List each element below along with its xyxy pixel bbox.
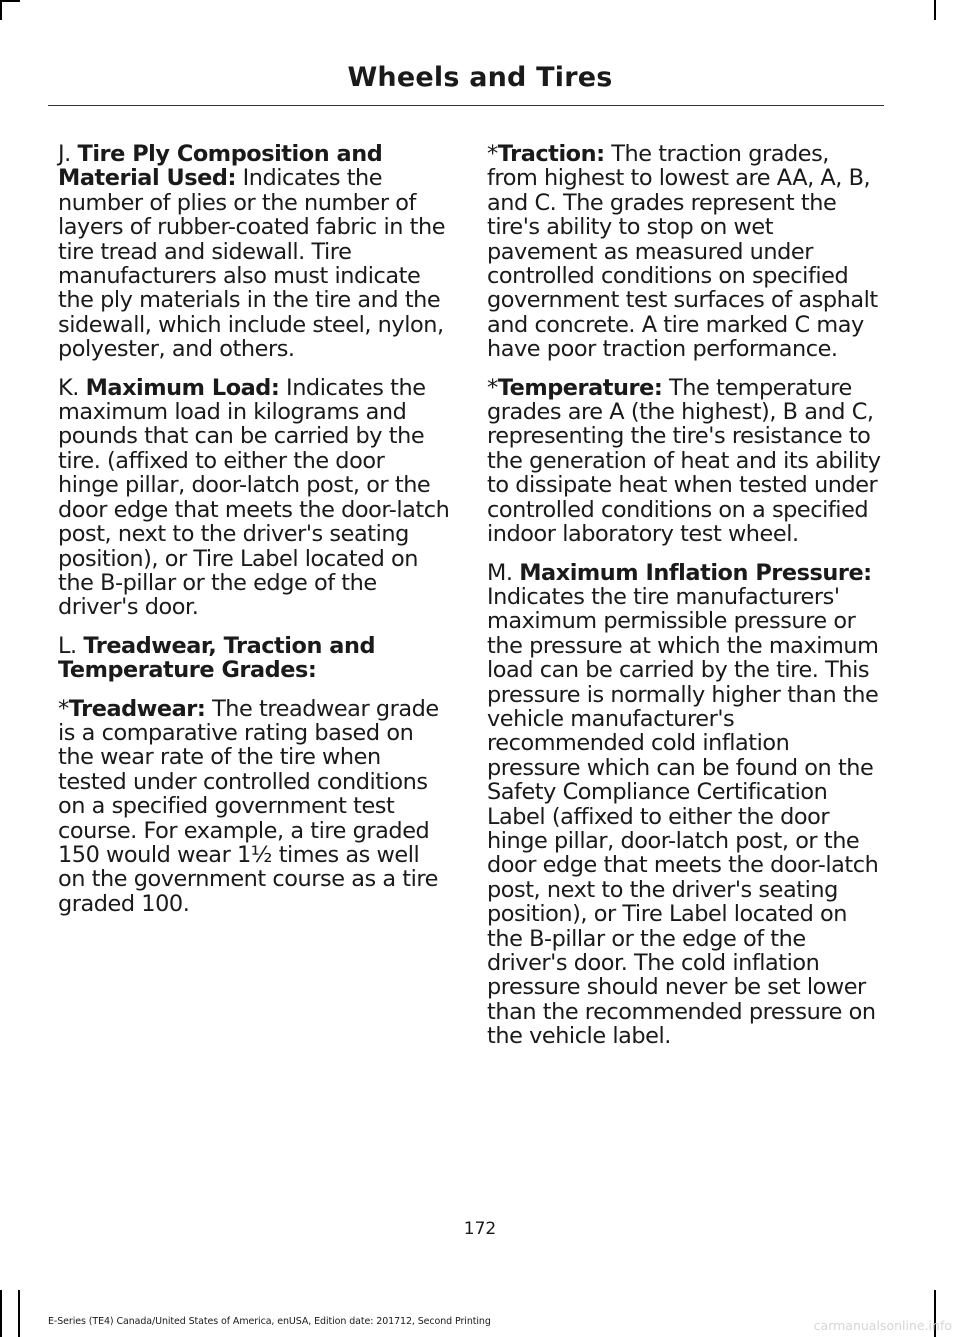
term: Maximum Inflation Pressure: — [519, 559, 872, 586]
crop-mark — [0, 0, 20, 2]
right-column — [487, 142, 882, 1063]
edition-footer: E-Series (TE4) Canada/United States of America, enUSA, Edition date: 201712, Second Printing — [48, 1316, 491, 1327]
paragraph-treadwear: *Treadwear: The treadwear grade is a comparative rating based on the wear rate of the tire when tested under controlled conditions on a specified government test course. For example, a tire graded 150 would wear 1½ times as well on the government course as a tire graded 100. — [58, 695, 439, 917]
watermark: carmanualsonline.info — [813, 1318, 952, 1333]
paragraph-tire-ply: J. Tire Ply Composition and Material Used: Indicates the number of plies or the number of layers of rubber-coated fabric in the tire tread and sidewall. Tire manufacturers also must indicate the ply materials in the tire and the sidewall, which include steel, nylon, polyester, and others. — [58, 141, 446, 363]
term: Treadwear, Traction and Temperature Grades: — [58, 632, 376, 684]
term: Maximum Load: — [85, 374, 280, 401]
left-column — [58, 142, 450, 930]
crop-mark — [0, 0, 2, 20]
paragraph-maximum-load: K. Maximum Load: Indicates the maximum load in kilograms and pounds that can be carried by the tire. (affixed to either the door hinge pillar, door-latch post, or the door edge that meets the door-latch post, next to the driver's seating position), or Tire Label located on the B-pillar or the edge of the driver's door. — [58, 374, 450, 621]
page-number: 172 — [463, 1219, 497, 1239]
term: Tire Ply Composition and Material Used: — [58, 141, 383, 192]
page-header-title: Wheels and Tires — [347, 62, 613, 93]
header-divider — [48, 105, 884, 106]
term: Temperature: — [497, 374, 663, 401]
term: Treadwear: — [68, 695, 206, 722]
paragraph-traction: *Traction: The traction grades, from highest to lowest are AA, A, B, and C. The grades represent the tire's ability to stop on wet pavement as measured under controlled conditions on specified government test surfaces of asphalt and concrete. A tire marked C may have poor traction performance. — [487, 141, 878, 363]
crop-mark — [18, 1290, 20, 1337]
paragraph-temperature: *Temperature: The temperature grades are A (the highest), B and C, representing the tire's resistance to the generation of heat and its ability to dissipate heat when tested under controlled conditions on a specified indoor laboratory test wheel. — [487, 374, 881, 548]
crop-mark — [934, 0, 936, 20]
paragraph-grades-heading: L. Treadwear, Traction and Temperature Grades: — [58, 632, 376, 684]
crop-mark — [0, 1290, 2, 1337]
term: Traction: — [497, 141, 605, 167]
paragraph-max-inflation: M. Maximum Inflation Pressure: Indicates the tire manufacturers' maximum permissible pressure or the pressure at which the maximum load can be carried by the tire. This pressure is normally higher than the vehicle manufacturer's recommended cold inflation pressure which can be found on the Safety Compliance Certification Label (affixed to either the door hinge pillar, door-latch post, or the door edge that meets the door-latch post, next to the driver's seating position), or Tire Label located on the B-pillar or the edge of the driver's door. The cold inflation pressure should never be set lower than the recommended pressure on the vehicle label. — [487, 559, 879, 1050]
